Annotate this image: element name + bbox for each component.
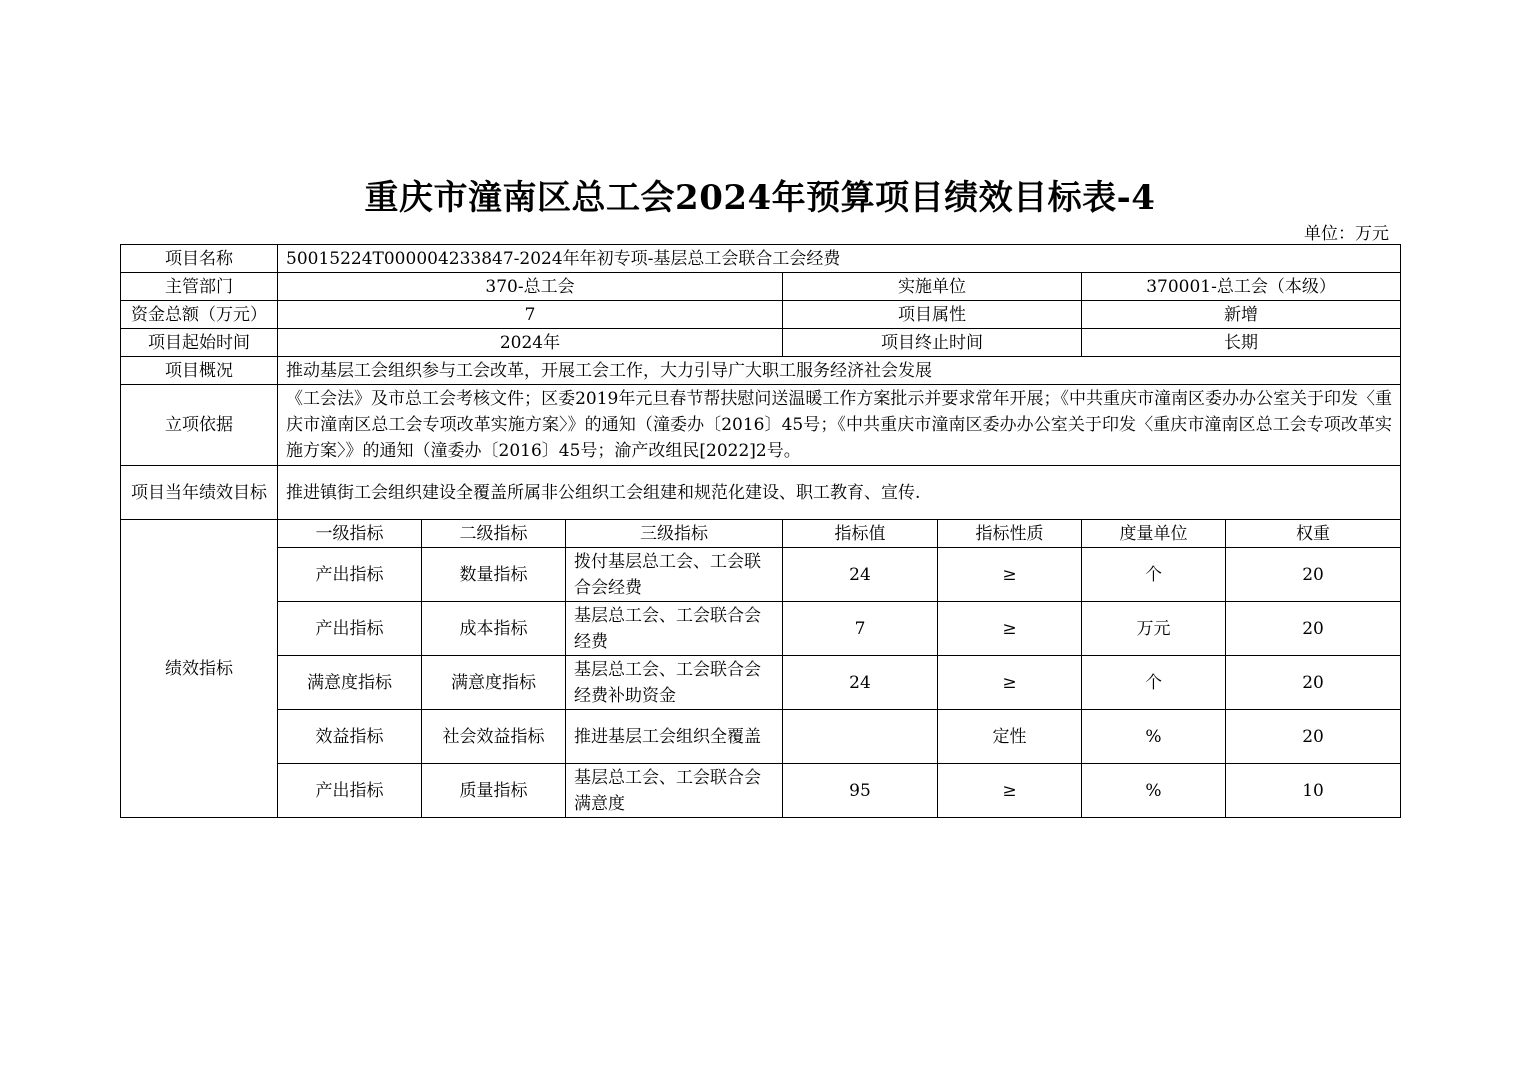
indicator-header-row (121, 520, 1401, 548)
overview-label: 项目概况 (121, 357, 278, 385)
header-nature: 指标性质 (938, 520, 1082, 548)
weight-cell: 20 (1226, 548, 1401, 602)
header-level3: 三级指标 (566, 520, 783, 548)
level3-cell: 拨付基层总工会、工会联合会经费 (566, 548, 783, 602)
project-name-label: 项目名称 (121, 245, 278, 273)
value-cell: 24 (783, 656, 938, 710)
row-basis (121, 385, 1401, 466)
unit-cell: 个 (1082, 548, 1226, 602)
level2-cell: 成本指标 (422, 602, 566, 656)
indicator-row (121, 764, 1401, 818)
unit-label: 单位：万元 (1304, 224, 1389, 244)
header-unit: 度量单位 (1082, 520, 1226, 548)
row-goal (121, 466, 1401, 520)
level1-cell: 效益指标 (278, 710, 422, 764)
header-level2: 二级指标 (422, 520, 566, 548)
header-weight: 权重 (1226, 520, 1401, 548)
total-label: 资金总额（万元） (121, 301, 278, 329)
level3-cell: 基层总工会、工会联合会经费补助资金 (566, 656, 783, 710)
unit-cell: 万元 (1082, 602, 1226, 656)
dept-label: 主管部门 (121, 273, 278, 301)
row-project-name (121, 245, 1401, 273)
value-cell: 7 (783, 602, 938, 656)
goal-value: 推进镇街工会组织建设全覆盖所属非公组织工会组建和规范化建设、职工教育、宣传. (278, 466, 1401, 520)
level2-cell: 社会效益指标 (422, 710, 566, 764)
overview-value: 推动基层工会组织参与工会改革，开展工会工作，大力引导广大职工服务经济社会发展 (278, 357, 1401, 385)
level1-cell: 产出指标 (278, 602, 422, 656)
indicator-row (121, 656, 1401, 710)
attr-value: 新增 (1082, 301, 1401, 329)
weight-cell: 20 (1226, 710, 1401, 764)
row-dept (121, 273, 1401, 301)
row-time (121, 329, 1401, 357)
start-value: 2024年 (278, 329, 783, 357)
project-name-value: 50015224T000004233847-2024年年初专项-基层总工会联合工会经费 (278, 245, 1401, 273)
nature-cell: ≥ (938, 548, 1082, 602)
indicator-row (121, 602, 1401, 656)
start-label: 项目起始时间 (121, 329, 278, 357)
nature-cell: ≥ (938, 602, 1082, 656)
nature-cell: 定性 (938, 710, 1082, 764)
unit-cell: % (1082, 764, 1226, 818)
row-overview (121, 357, 1401, 385)
attr-label: 项目属性 (783, 301, 1082, 329)
value-cell: 95 (783, 764, 938, 818)
basis-value: 《工会法》及市总工会考核文件；区委2019年元旦春节帮扶慰问送温暖工作方案批示并要求常年开展；《中共重庆市潼南区委办办公室关于印发〈重庆市潼南区总工会专项改革实施方案〉》的通知（潼委办〔2016〕45号；《中共重庆市潼南区委办办公室关于印发〈重庆市潼南区总工会专项改革实施方案〉》的通知（潼委办〔2016〕45号；渝产改组民[2022]2号。 (278, 385, 1401, 466)
basis-label: 立项依据 (121, 385, 278, 466)
header-value: 指标值 (783, 520, 938, 548)
end-value: 长期 (1082, 329, 1401, 357)
nature-cell: ≥ (938, 764, 1082, 818)
nature-cell: ≥ (938, 656, 1082, 710)
level2-cell: 满意度指标 (422, 656, 566, 710)
dept-value: 370-总工会 (278, 273, 783, 301)
indicator-row (121, 710, 1401, 764)
weight-cell: 20 (1226, 656, 1401, 710)
header-level1: 一级指标 (278, 520, 422, 548)
level3-cell: 基层总工会、工会联合会经费 (566, 602, 783, 656)
indicator-row (121, 548, 1401, 602)
end-label: 项目终止时间 (783, 329, 1082, 357)
impl-unit-value: 370001-总工会（本级） (1082, 273, 1401, 301)
level3-cell: 基层总工会、工会联合会满意度 (566, 764, 783, 818)
weight-cell: 10 (1226, 764, 1401, 818)
impl-unit-label: 实施单位 (783, 273, 1082, 301)
level1-cell: 产出指标 (278, 764, 422, 818)
value-cell: 24 (783, 548, 938, 602)
weight-cell: 20 (1226, 602, 1401, 656)
level1-cell: 满意度指标 (278, 656, 422, 710)
value-cell (783, 710, 938, 764)
unit-cell: 个 (1082, 656, 1226, 710)
level1-cell: 产出指标 (278, 548, 422, 602)
indicators-section-label: 绩效指标 (121, 520, 278, 818)
goal-label: 项目当年绩效目标 (121, 466, 278, 520)
level3-cell: 推进基层工会组织全覆盖 (566, 710, 783, 764)
level2-cell: 数量指标 (422, 548, 566, 602)
row-total (121, 301, 1401, 329)
unit-cell: % (1082, 710, 1226, 764)
page-title: 重庆市潼南区总工会2024年预算项目绩效目标表-4 (364, 178, 1156, 218)
level2-cell: 质量指标 (422, 764, 566, 818)
performance-table (120, 244, 1401, 818)
total-value: 7 (278, 301, 783, 329)
